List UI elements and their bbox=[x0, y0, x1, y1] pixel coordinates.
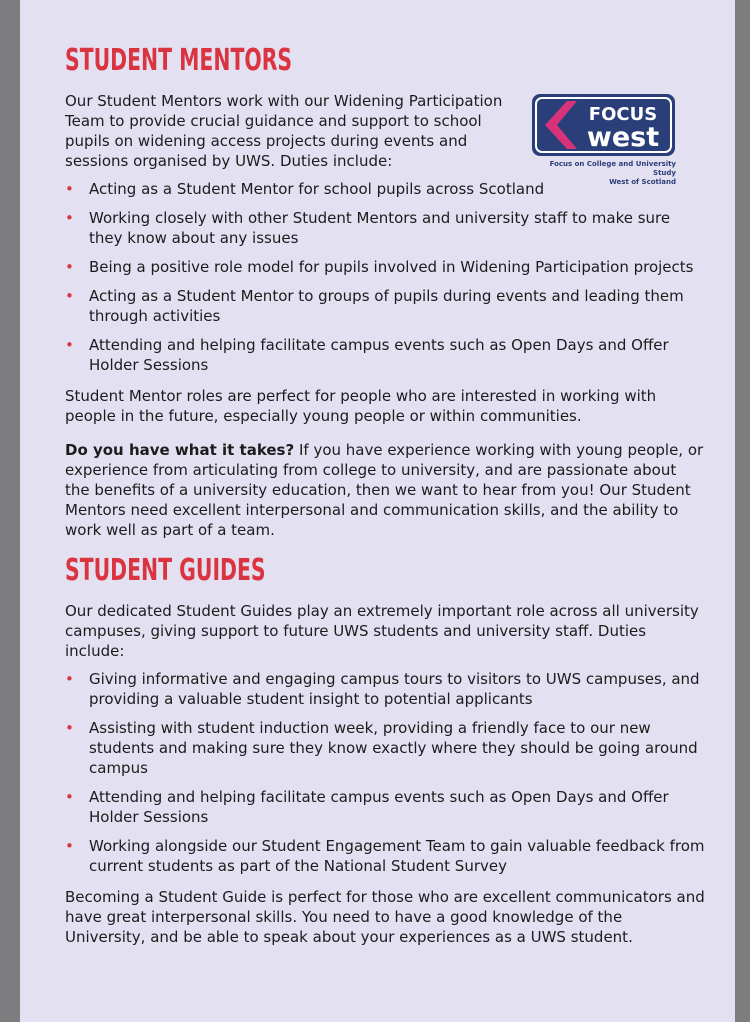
focus-west-logo-icon bbox=[531, 93, 676, 157]
logo-line1: FOCUS bbox=[588, 104, 658, 125]
logo-caption-line1: Focus on College and University Study bbox=[549, 160, 676, 177]
page-content bbox=[65, 44, 705, 961]
student-guides-heading: STUDENT GUIDES bbox=[65, 553, 266, 588]
list-item: • Working closely with other Student Mentors and university staff to make sure they know about any issues bbox=[65, 208, 705, 248]
list-item: • Working alongside our Student Engagement Team to gain valuable feedback from current students as part of the National Student Survey bbox=[65, 836, 705, 876]
mentors-intro: Our Student Mentors work with our Widening Participation Team to provide crucial guidance and support to school pupils on widening access projects during events and sessions organised by UWS. Duties include: bbox=[65, 92, 503, 170]
mentors-question-body: If you have experience working with young people, or experience from articulating from college to university, and are passionate about the benefits of a university education, then we want to hear from you! Our Student Mentors need excellent interpersonal and communication skills, and the ability to work well as part of a team. bbox=[65, 441, 704, 539]
student-guides-section bbox=[65, 554, 705, 947]
mentors-question: Do you have what it takes? bbox=[65, 441, 295, 459]
list-item: • Being a positive role model for pupils involved in Widening Participation projects bbox=[65, 257, 705, 277]
list-item: • Attending and helping facilitate campus events such as Open Days and Offer Holder Sessions bbox=[65, 787, 705, 827]
student-mentors-heading: STUDENT MENTORS bbox=[65, 43, 293, 78]
logo-line2: west bbox=[586, 122, 660, 153]
mentors-summary: Student Mentor roles are perfect for people who are interested in working with people in the future, especially young people or within communities. bbox=[65, 387, 657, 425]
mentors-question-paragraph bbox=[65, 440, 705, 540]
document-page bbox=[20, 0, 735, 1022]
guides-duties-list bbox=[65, 669, 705, 876]
list-item: • Attending and helping facilitate campus events such as Open Days and Offer Holder Sessions bbox=[65, 335, 705, 375]
mentors-duties-list bbox=[65, 179, 705, 375]
guides-summary: Becoming a Student Guide is perfect for those who are excellent communicators and have great interpersonal skills. You need to have a good knowledge of the University, and be able to speak about your experiences as a UWS student. bbox=[65, 888, 705, 946]
list-item: • Acting as a Student Mentor to groups of pupils during events and leading them through activities bbox=[65, 286, 705, 326]
logo-caption-line2: West of Scotland bbox=[609, 178, 676, 186]
list-item: • Acting as a Student Mentor for school pupils across Scotland bbox=[65, 179, 705, 199]
guides-intro: Our dedicated Student Guides play an extremely important role across all university campuses, giving support to future UWS students and university staff. Duties include: bbox=[65, 602, 699, 660]
list-item: • Assisting with student induction week, providing a friendly face to our new students and making sure they know exactly where they should be going around campus bbox=[65, 718, 705, 778]
focus-west-logo bbox=[531, 93, 676, 187]
mentors-intro-row bbox=[65, 91, 705, 186]
list-item: • Giving informative and engaging campus tours to visitors to UWS campuses, and providing a valuable student insight to potential applicants bbox=[65, 669, 705, 709]
